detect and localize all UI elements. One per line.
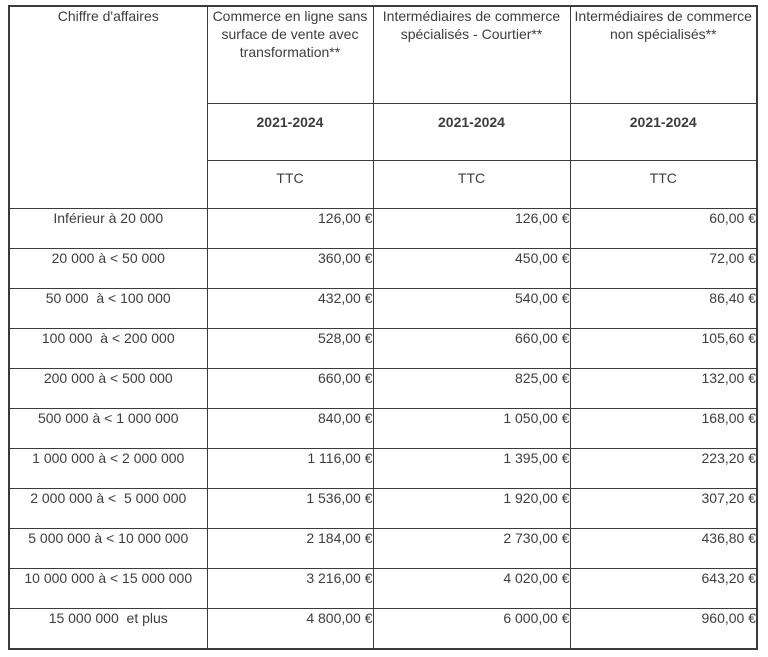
table-row <box>9 209 757 249</box>
value-cell: 126,00 € <box>373 209 570 249</box>
table-row <box>9 529 757 569</box>
value-cell: 4 800,00 € <box>207 609 373 650</box>
period-cell: 2021-2024 <box>570 104 757 161</box>
column-title-commerce-en-ligne: Commerce en ligne sans surface de vente avec transformation** <box>207 6 373 104</box>
value-cell: 660,00 € <box>207 369 373 409</box>
value-cell: 360,00 € <box>207 249 373 289</box>
table-row <box>9 569 757 609</box>
tax-mode-cell: TTC <box>373 161 570 209</box>
value-cell: 223,20 € <box>570 449 757 489</box>
value-cell: 105,60 € <box>570 329 757 369</box>
header-title-row <box>9 6 757 104</box>
value-cell: 825,00 € <box>373 369 570 409</box>
row-label-cell: Inférieur à 20 000 <box>9 209 207 249</box>
row-label-cell: 10 000 000 à < 15 000 000 <box>9 569 207 609</box>
table-row <box>9 409 757 449</box>
row-label-cell: 1 000 000 à < 2 000 000 <box>9 449 207 489</box>
table-row <box>9 489 757 529</box>
value-cell: 450,00 € <box>373 249 570 289</box>
period-cell: 2021-2024 <box>207 104 373 161</box>
value-cell: 540,00 € <box>373 289 570 329</box>
value-cell: 3 216,00 € <box>207 569 373 609</box>
value-cell: 1 116,00 € <box>207 449 373 489</box>
row-label-cell: 100 000 à < 200 000 <box>9 329 207 369</box>
value-cell: 60,00 € <box>570 209 757 249</box>
table-row <box>9 369 757 409</box>
value-cell: 168,00 € <box>570 409 757 449</box>
value-cell: 1 395,00 € <box>373 449 570 489</box>
tax-mode-cell: TTC <box>570 161 757 209</box>
value-cell: 72,00 € <box>570 249 757 289</box>
table-row <box>9 449 757 489</box>
value-cell: 528,00 € <box>207 329 373 369</box>
value-cell: 126,00 € <box>207 209 373 249</box>
column-title-intermediaires-non-specialises: Intermédiaires de commerce non spécialisés** <box>570 6 757 104</box>
tariff-table <box>8 5 758 650</box>
row-label-cell: 15 000 000 et plus <box>9 609 207 650</box>
row-label-cell: 20 000 à < 50 000 <box>9 249 207 289</box>
value-cell: 307,20 € <box>570 489 757 529</box>
value-cell: 436,80 € <box>570 529 757 569</box>
value-cell: 660,00 € <box>373 329 570 369</box>
table-row <box>9 249 757 289</box>
value-cell: 1 920,00 € <box>373 489 570 529</box>
value-cell: 1 536,00 € <box>207 489 373 529</box>
row-label-cell: 5 000 000 à < 10 000 000 <box>9 529 207 569</box>
row-label-cell: 200 000 à < 500 000 <box>9 369 207 409</box>
value-cell: 86,40 € <box>570 289 757 329</box>
value-cell: 6 000,00 € <box>373 609 570 650</box>
row-label-cell: 2 000 000 à < 5 000 000 <box>9 489 207 529</box>
row-label-cell: 500 000 à < 1 000 000 <box>9 409 207 449</box>
value-cell: 643,20 € <box>570 569 757 609</box>
value-cell: 840,00 € <box>207 409 373 449</box>
table-row <box>9 289 757 329</box>
row-label-cell: 50 000 à < 100 000 <box>9 289 207 329</box>
value-cell: 132,00 € <box>570 369 757 409</box>
tax-mode-cell: TTC <box>207 161 373 209</box>
value-cell: 4 020,00 € <box>373 569 570 609</box>
value-cell: 2 184,00 € <box>207 529 373 569</box>
period-cell: 2021-2024 <box>373 104 570 161</box>
corner-header-cell: Chiffre d'affaires <box>9 6 207 209</box>
table-row <box>9 609 757 650</box>
column-title-intermediaires-specialises: Intermédiaires de commerce spécialisés - Courtier** <box>373 6 570 104</box>
value-cell: 1 050,00 € <box>373 409 570 449</box>
value-cell: 960,00 € <box>570 609 757 650</box>
value-cell: 2 730,00 € <box>373 529 570 569</box>
table-row <box>9 329 757 369</box>
value-cell: 432,00 € <box>207 289 373 329</box>
